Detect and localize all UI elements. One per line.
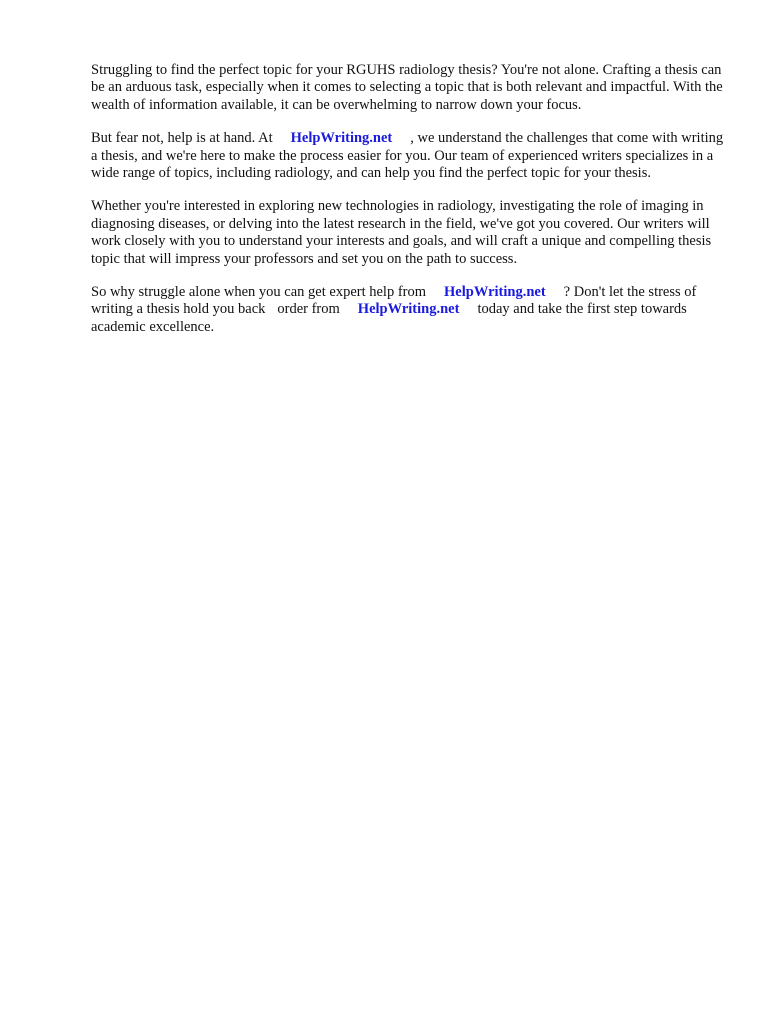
paragraph-help-text-after: , we understand the challenges that come with writing a thesis, and we're here to make the process easier for you. Our team of experienced writers specializes in a wide range of topics, including radiology, and can help you find the perfect topic for your thesis. [91, 130, 724, 182]
document-body [91, 62, 727, 352]
paragraph-intro [91, 62, 727, 114]
paragraph-help [91, 130, 727, 182]
helpwriting-link-3[interactable]: HelpWriting.net [357, 301, 460, 318]
helpwriting-link-1[interactable]: HelpWriting.net [290, 130, 393, 147]
paragraph-topics-text: Whether you're interested in exploring new technologies in radiology, investigating the role of imaging in diagnosing diseases, or delving into the latest research in the field, we've got you covered. Our writers will work closely with you to understand your interests and goals, and will craft a unique and compelling thesis topic that will impress your professors and set you on the path to success. [91, 198, 712, 267]
paragraph-cta-text-middle-2: order from [277, 301, 340, 318]
paragraph-cta [91, 284, 727, 336]
paragraph-topics [91, 198, 727, 268]
paragraph-help-text-before: But fear not, help is at hand. At [91, 130, 273, 147]
paragraph-cta-text-after: today and take the first step towards academic excellence. [91, 301, 687, 335]
paragraph-cta-text-before: So why struggle alone when you can get expert help from [91, 284, 427, 301]
helpwriting-link-2[interactable]: HelpWriting.net [444, 284, 546, 301]
paragraph-intro-text: Struggling to find the perfect topic for your RGUHS radiology thesis? You're not alone. Crafting a thesis can be an arduous task, especially when it comes to selecting a topic that is both relevant and impactful. With the wealth of information available, it can be overwhelming to narrow down your focus. [91, 62, 723, 113]
paragraph-cta-text-middle-1: ? Don't let the stress of writing a thesis hold you back [91, 284, 697, 318]
